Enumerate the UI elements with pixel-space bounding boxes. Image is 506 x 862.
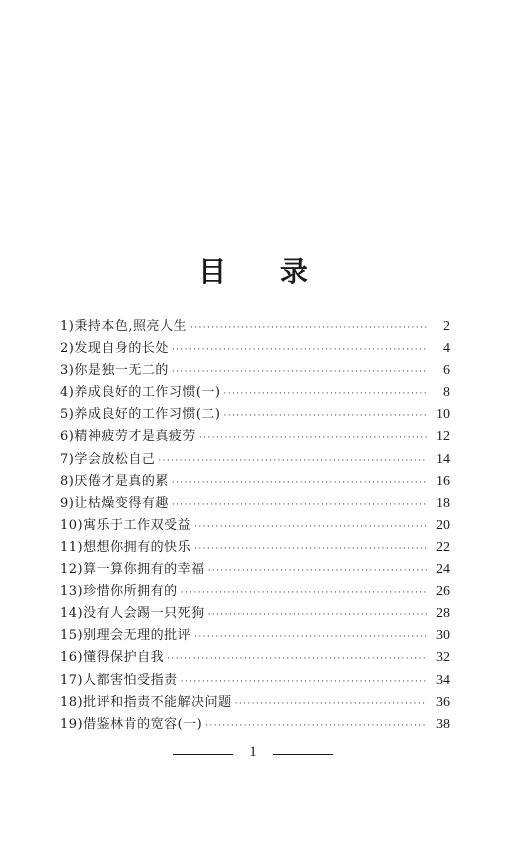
toc-entry-page: 10 (436, 407, 450, 423)
toc-entry[interactable] (60, 382, 450, 404)
toc-entry-page: 22 (436, 539, 450, 555)
toc-entry-page: 8 (443, 385, 450, 401)
toc-entry-page: 6 (443, 363, 450, 379)
toc-entry[interactable] (60, 338, 450, 360)
toc-entry-title: 7)学会放松自己 (60, 451, 156, 467)
toc-entry-page: 26 (436, 584, 450, 600)
toc-entry-page: 18 (436, 495, 450, 511)
toc-entry-page: 12 (436, 429, 450, 445)
toc-entry-title: 5)养成良好的工作习惯(二) (60, 407, 221, 423)
toc-entry-page: 14 (436, 451, 450, 467)
toc-leader-dots (194, 626, 427, 648)
toc-entry[interactable] (60, 714, 450, 736)
toc-leader-dots (172, 361, 427, 383)
toc-leader-dots (235, 693, 427, 715)
toc-leader-dots (172, 339, 427, 361)
toc-leader-dots (224, 405, 428, 427)
toc-entry-title: 13)珍惜你所拥有的 (60, 584, 178, 600)
toc-leader-dots (167, 648, 427, 670)
toc-entry-title: 3)你是独一无二的 (60, 363, 169, 379)
toc-leader-dots (172, 472, 427, 494)
toc-leader-dots (158, 450, 427, 472)
toc-leader-dots (190, 317, 427, 339)
toc-leader-dots (205, 715, 427, 737)
toc-entry-title: 18)批评和指责不能解决问题 (60, 694, 232, 710)
toc-entry-page: 32 (436, 650, 450, 666)
toc-entry-page: 24 (436, 562, 450, 578)
toc-leader-dots (224, 383, 428, 405)
toc-entry-page: 30 (436, 628, 450, 644)
toc-entry-page: 36 (436, 694, 450, 710)
toc-entry-title: 9)让枯燥变得有趣 (60, 495, 169, 511)
toc-entry-page: 34 (436, 672, 450, 688)
toc-entry-title: 16)懂得保护自我 (60, 650, 165, 666)
table-of-contents (60, 316, 450, 736)
toc-entry-page: 4 (443, 341, 450, 357)
toc-entry[interactable] (60, 647, 450, 669)
toc-entry[interactable] (60, 603, 450, 625)
toc-entry[interactable] (60, 404, 450, 426)
toc-entry[interactable] (60, 493, 450, 515)
footer-rule-left (173, 754, 233, 755)
toc-entry-title: 10)寓乐于工作双受益 (60, 517, 192, 533)
toc-entry-page: 20 (436, 517, 450, 533)
toc-entry-page: 38 (436, 716, 450, 732)
toc-entry-page: 28 (436, 606, 450, 622)
page-title: 目 录 (198, 254, 330, 288)
footer-rule-right (273, 754, 333, 755)
toc-entry[interactable] (60, 426, 450, 448)
toc-leader-dots (181, 582, 427, 604)
page-number: 1 (249, 743, 257, 760)
toc-entry-title: 14)没有人会踢一只死狗 (60, 606, 205, 622)
toc-leader-dots (199, 427, 427, 449)
toc-entry[interactable] (60, 360, 450, 382)
toc-entry-title: 15)别理会无理的批评 (60, 628, 192, 644)
toc-entry-title: 8)厌倦才是真的累 (60, 473, 169, 489)
toc-entry[interactable] (60, 537, 450, 559)
toc-leader-dots (194, 538, 427, 560)
toc-entry[interactable] (60, 449, 450, 471)
toc-entry-page: 16 (436, 473, 450, 489)
toc-entry[interactable] (60, 670, 450, 692)
toc-entry-title: 11)想想你拥有的快乐 (60, 539, 192, 555)
toc-leader-dots (208, 560, 427, 582)
toc-entry-title: 4)养成良好的工作习惯(一) (60, 385, 221, 401)
toc-entry[interactable] (60, 581, 450, 603)
toc-entry-title: 12)算一算你拥有的幸福 (60, 562, 205, 578)
toc-entry-title: 19)借鉴林肯的宽容(一) (60, 716, 203, 732)
toc-entry-title: 2)发现自身的长处 (60, 341, 169, 357)
toc-entry[interactable] (60, 625, 450, 647)
toc-entry[interactable] (60, 692, 450, 714)
toc-entry[interactable] (60, 515, 450, 537)
toc-leader-dots (208, 604, 427, 626)
toc-leader-dots (172, 494, 427, 516)
toc-entry[interactable] (60, 471, 450, 493)
toc-entry[interactable] (60, 316, 450, 338)
page-footer (0, 742, 506, 762)
toc-entry[interactable] (60, 559, 450, 581)
toc-leader-dots (181, 671, 427, 693)
toc-entry-title: 1)秉持本色,照亮人生 (60, 319, 187, 334)
toc-entry-title: 6)精神疲劳才是真疲劳 (60, 429, 196, 445)
toc-leader-dots (194, 516, 427, 538)
toc-entry-title: 17)人都害怕受指责 (60, 672, 178, 688)
toc-entry-page: 2 (443, 319, 450, 334)
